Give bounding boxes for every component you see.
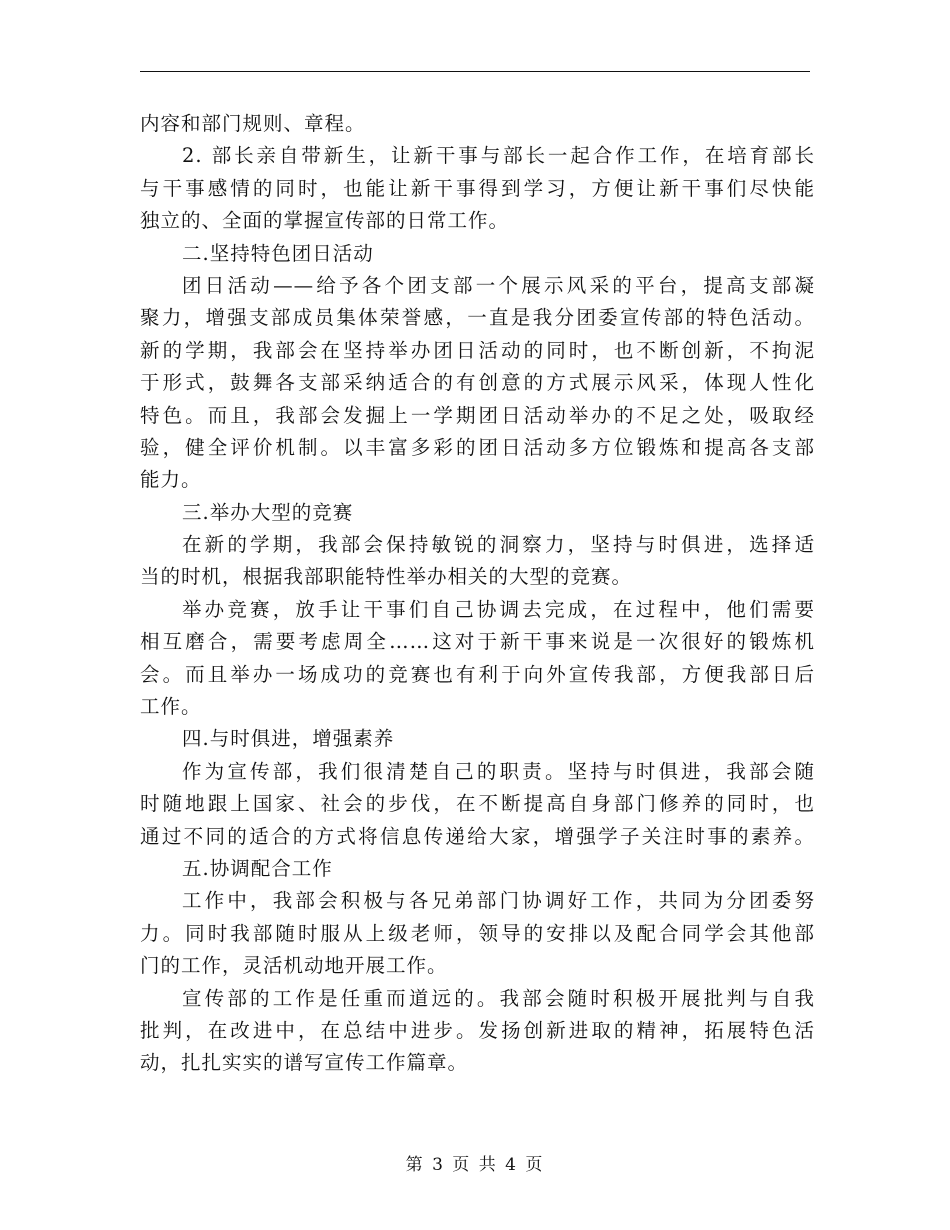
text-line: 四.与时俱进，增强素养 <box>182 727 395 751</box>
text-line: 新的学期，我部会在坚持举办团日活动的同时，也不断创新，不拘泥 <box>140 338 815 362</box>
text-line: 宣传部的工作是任重而道远的。我部会随时积极开展批判与自我 <box>182 986 815 1010</box>
text-line: 工作。 <box>140 695 202 719</box>
text-line: 独立的、全面的掌握宣传部的日常工作。 <box>140 209 510 233</box>
text-line: 当的时机，根据我部职能特性举办相关的大型的竞赛。 <box>140 565 633 589</box>
text-line: 举办竞赛，放手让干事们自己协调去完成，在过程中，他们需要 <box>182 597 815 621</box>
text-line: 会。而且举办一场成功的竞赛也有利于向外宣传我部，方便我部日后 <box>140 662 815 686</box>
text-line: 力。同时我部随时服从上级老师，领导的安排以及配合同学会其他部 <box>140 921 815 945</box>
text-line: 通过不同的适合的方式将信息传递给大家，增强学子关注时事的素养。 <box>140 824 815 848</box>
text-line: 于形式，鼓舞各支部采纳适合的有创意的方式展示风采，体现人性化 <box>140 371 815 395</box>
text-line: 能力。 <box>140 468 202 492</box>
text-line: 特色。而且，我部会发掘上一学期团日活动举办的不足之处，吸取经 <box>140 403 815 427</box>
text-line: 门的工作，灵活机动地开展工作。 <box>140 954 448 978</box>
text-line: 三.举办大型的竞赛 <box>182 500 354 524</box>
text-line: 时随地跟上国家、社会的步伐，在不断提高自身部门修养的同时，也 <box>140 792 815 816</box>
text-line: 作为宣传部，我们很清楚自己的职责。坚持与时俱进，我部会随 <box>182 759 815 783</box>
document-body <box>140 108 815 1080</box>
text-line: 在新的学期，我部会保持敏锐的洞察力，坚持与时俱进，选择适 <box>182 533 815 557</box>
text-line: 二.坚持特色团日活动 <box>182 241 374 265</box>
text-line: 工作中，我部会积极与各兄弟部门协调好工作，共同为分团委努 <box>182 889 815 913</box>
page-footer: 第 3 页 共 4 页 <box>405 1155 545 1175</box>
text-line: 批判，在改进中，在总结中进步。发扬创新进取的精神，拓展特色活 <box>140 1018 815 1042</box>
text-line: 动，扎扎实实的谱写宣传工作篇章。 <box>140 1051 469 1075</box>
text-line: 验，健全评价机制。以丰富多彩的团日活动多方位锻炼和提高各支部 <box>140 435 815 459</box>
text-line: 与干事感情的同时，也能让新干事得到学习，方便让新干事们尽快能 <box>140 176 815 200</box>
text-line: 2. 部长亲自带新生，让新干事与部长一起合作工作，在培育部长 <box>182 144 815 168</box>
text-line: 聚力，增强支部成员集体荣誉感，一直是我分团委宣传部的特色活动。 <box>140 306 815 330</box>
header-rule <box>140 71 810 72</box>
text-line: 内容和部门规则、章程。 <box>140 112 366 135</box>
text-line: 团日活动——给予各个团支部一个展示风采的平台，提高支部凝 <box>182 273 815 297</box>
text-line: 五.协调配合工作 <box>182 856 333 880</box>
text-line: 相互磨合，需要考虑周全……这对于新干事来说是一次很好的锻炼机 <box>140 630 815 654</box>
